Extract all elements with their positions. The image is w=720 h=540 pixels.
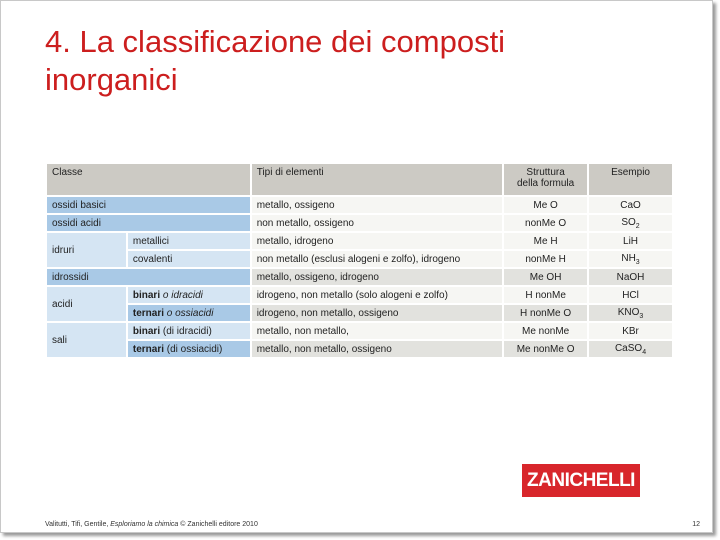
formula-base: KNO <box>617 306 640 318</box>
formula-subscript: 2 <box>635 222 640 230</box>
subclass-bold: binari <box>132 325 161 337</box>
esempio-cell: CaO <box>588 196 673 214</box>
table-row <box>47 214 673 232</box>
struttura-cell: Me nonMe <box>503 322 588 340</box>
footer-credits <box>45 521 258 528</box>
classe-cell: idrossidi <box>47 268 251 286</box>
table-header-row <box>47 164 673 196</box>
subclass-bold: binari <box>132 289 161 301</box>
page-number: 12 <box>692 521 700 528</box>
subclass-cell <box>127 304 251 322</box>
title-line-2: inorganici <box>45 62 178 97</box>
tipi-cell: idrogeno, non metallo, ossigeno <box>251 304 503 322</box>
subclass-bold: ternari <box>132 307 164 319</box>
classification-table <box>47 164 674 359</box>
tipi-cell: metallo, non metallo, ossigeno <box>251 340 503 358</box>
header-tipi: Tipi di elementi <box>251 164 503 196</box>
struttura-cell: Me OH <box>503 268 588 286</box>
header-struttura <box>503 164 588 196</box>
subclass-rest: o idracidi <box>160 289 203 301</box>
subclass-rest: (di ossiacidi) <box>164 343 223 355</box>
esempio-cell: NaOH <box>588 268 673 286</box>
subclass-cell <box>127 322 251 340</box>
table-row <box>47 322 673 340</box>
table-row <box>47 286 673 304</box>
classe-cell: idruri <box>47 232 127 268</box>
formula-base: SO <box>621 216 636 228</box>
tipi-cell: metallo, idrogeno <box>251 232 503 250</box>
classe-cell: ossidi acidi <box>47 214 251 232</box>
struttura-cell: H nonMe <box>503 286 588 304</box>
struttura-cell: nonMe O <box>503 214 588 232</box>
footer-book-title: Esploriamo la chimica <box>110 521 179 528</box>
subclass-cell <box>127 340 251 358</box>
formula-subscript: 3 <box>639 312 644 320</box>
subclass-rest: o ossiacidi <box>164 307 214 319</box>
subclass-bold: ternari <box>132 343 164 355</box>
zanichelli-logo: ZANICHELLI <box>522 464 640 497</box>
formula-subscript: 4 <box>642 348 647 356</box>
subclass-cell: covalenti <box>127 250 251 268</box>
struttura-cell: Me H <box>503 232 588 250</box>
struttura-cell: nonMe H <box>503 250 588 268</box>
struttura-cell: Me nonMe O <box>503 340 588 358</box>
subclass-cell: metallici <box>127 232 251 250</box>
header-struttura-line1: Struttura <box>526 167 565 178</box>
header-struttura-line2: della formula <box>516 178 575 189</box>
subclass-cell <box>127 286 251 304</box>
struttura-cell: H nonMe O <box>503 304 588 322</box>
esempio-cell <box>588 214 673 232</box>
formula-subscript: 3 <box>635 258 640 266</box>
formula-base: CaSO <box>614 342 643 354</box>
tipi-cell: non metallo, ossigeno <box>251 214 503 232</box>
header-classe: Classe <box>47 164 251 196</box>
esempio-cell: HCl <box>588 286 673 304</box>
tipi-cell: metallo, ossigeno, idrogeno <box>251 268 503 286</box>
formula-base: NH <box>621 252 636 264</box>
table-row <box>47 268 673 286</box>
footer-publisher: © Zanichelli editore 2010 <box>180 521 258 528</box>
classe-cell: ossidi basici <box>47 196 251 214</box>
esempio-cell <box>588 340 673 358</box>
tipi-cell: non metallo (esclusi alogeni e zolfo), idrogeno <box>251 250 503 268</box>
table-row <box>47 196 673 214</box>
footer-authors: Valitutti, Tifi, Gentile, <box>45 521 109 528</box>
esempio-cell <box>588 304 673 322</box>
struttura-cell: Me O <box>503 196 588 214</box>
esempio-cell: KBr <box>588 322 673 340</box>
esempio-cell <box>588 250 673 268</box>
tipi-cell: metallo, ossigeno <box>251 196 503 214</box>
table-row <box>47 250 673 268</box>
classe-cell: sali <box>47 322 127 358</box>
tipi-cell: metallo, non metallo, <box>251 322 503 340</box>
classe-cell: acidi <box>47 286 127 322</box>
table-row <box>47 232 673 250</box>
slide-title <box>45 23 685 99</box>
title-line-1: 4. La classificazione dei composti <box>45 24 506 59</box>
tipi-cell: idrogeno, non metallo (solo alogeni e zolfo) <box>251 286 503 304</box>
subclass-rest: (di idracidi) <box>160 325 212 337</box>
header-esempio: Esempio <box>588 164 673 196</box>
table-row <box>47 304 673 322</box>
table-row <box>47 340 673 358</box>
esempio-cell: LiH <box>588 232 673 250</box>
